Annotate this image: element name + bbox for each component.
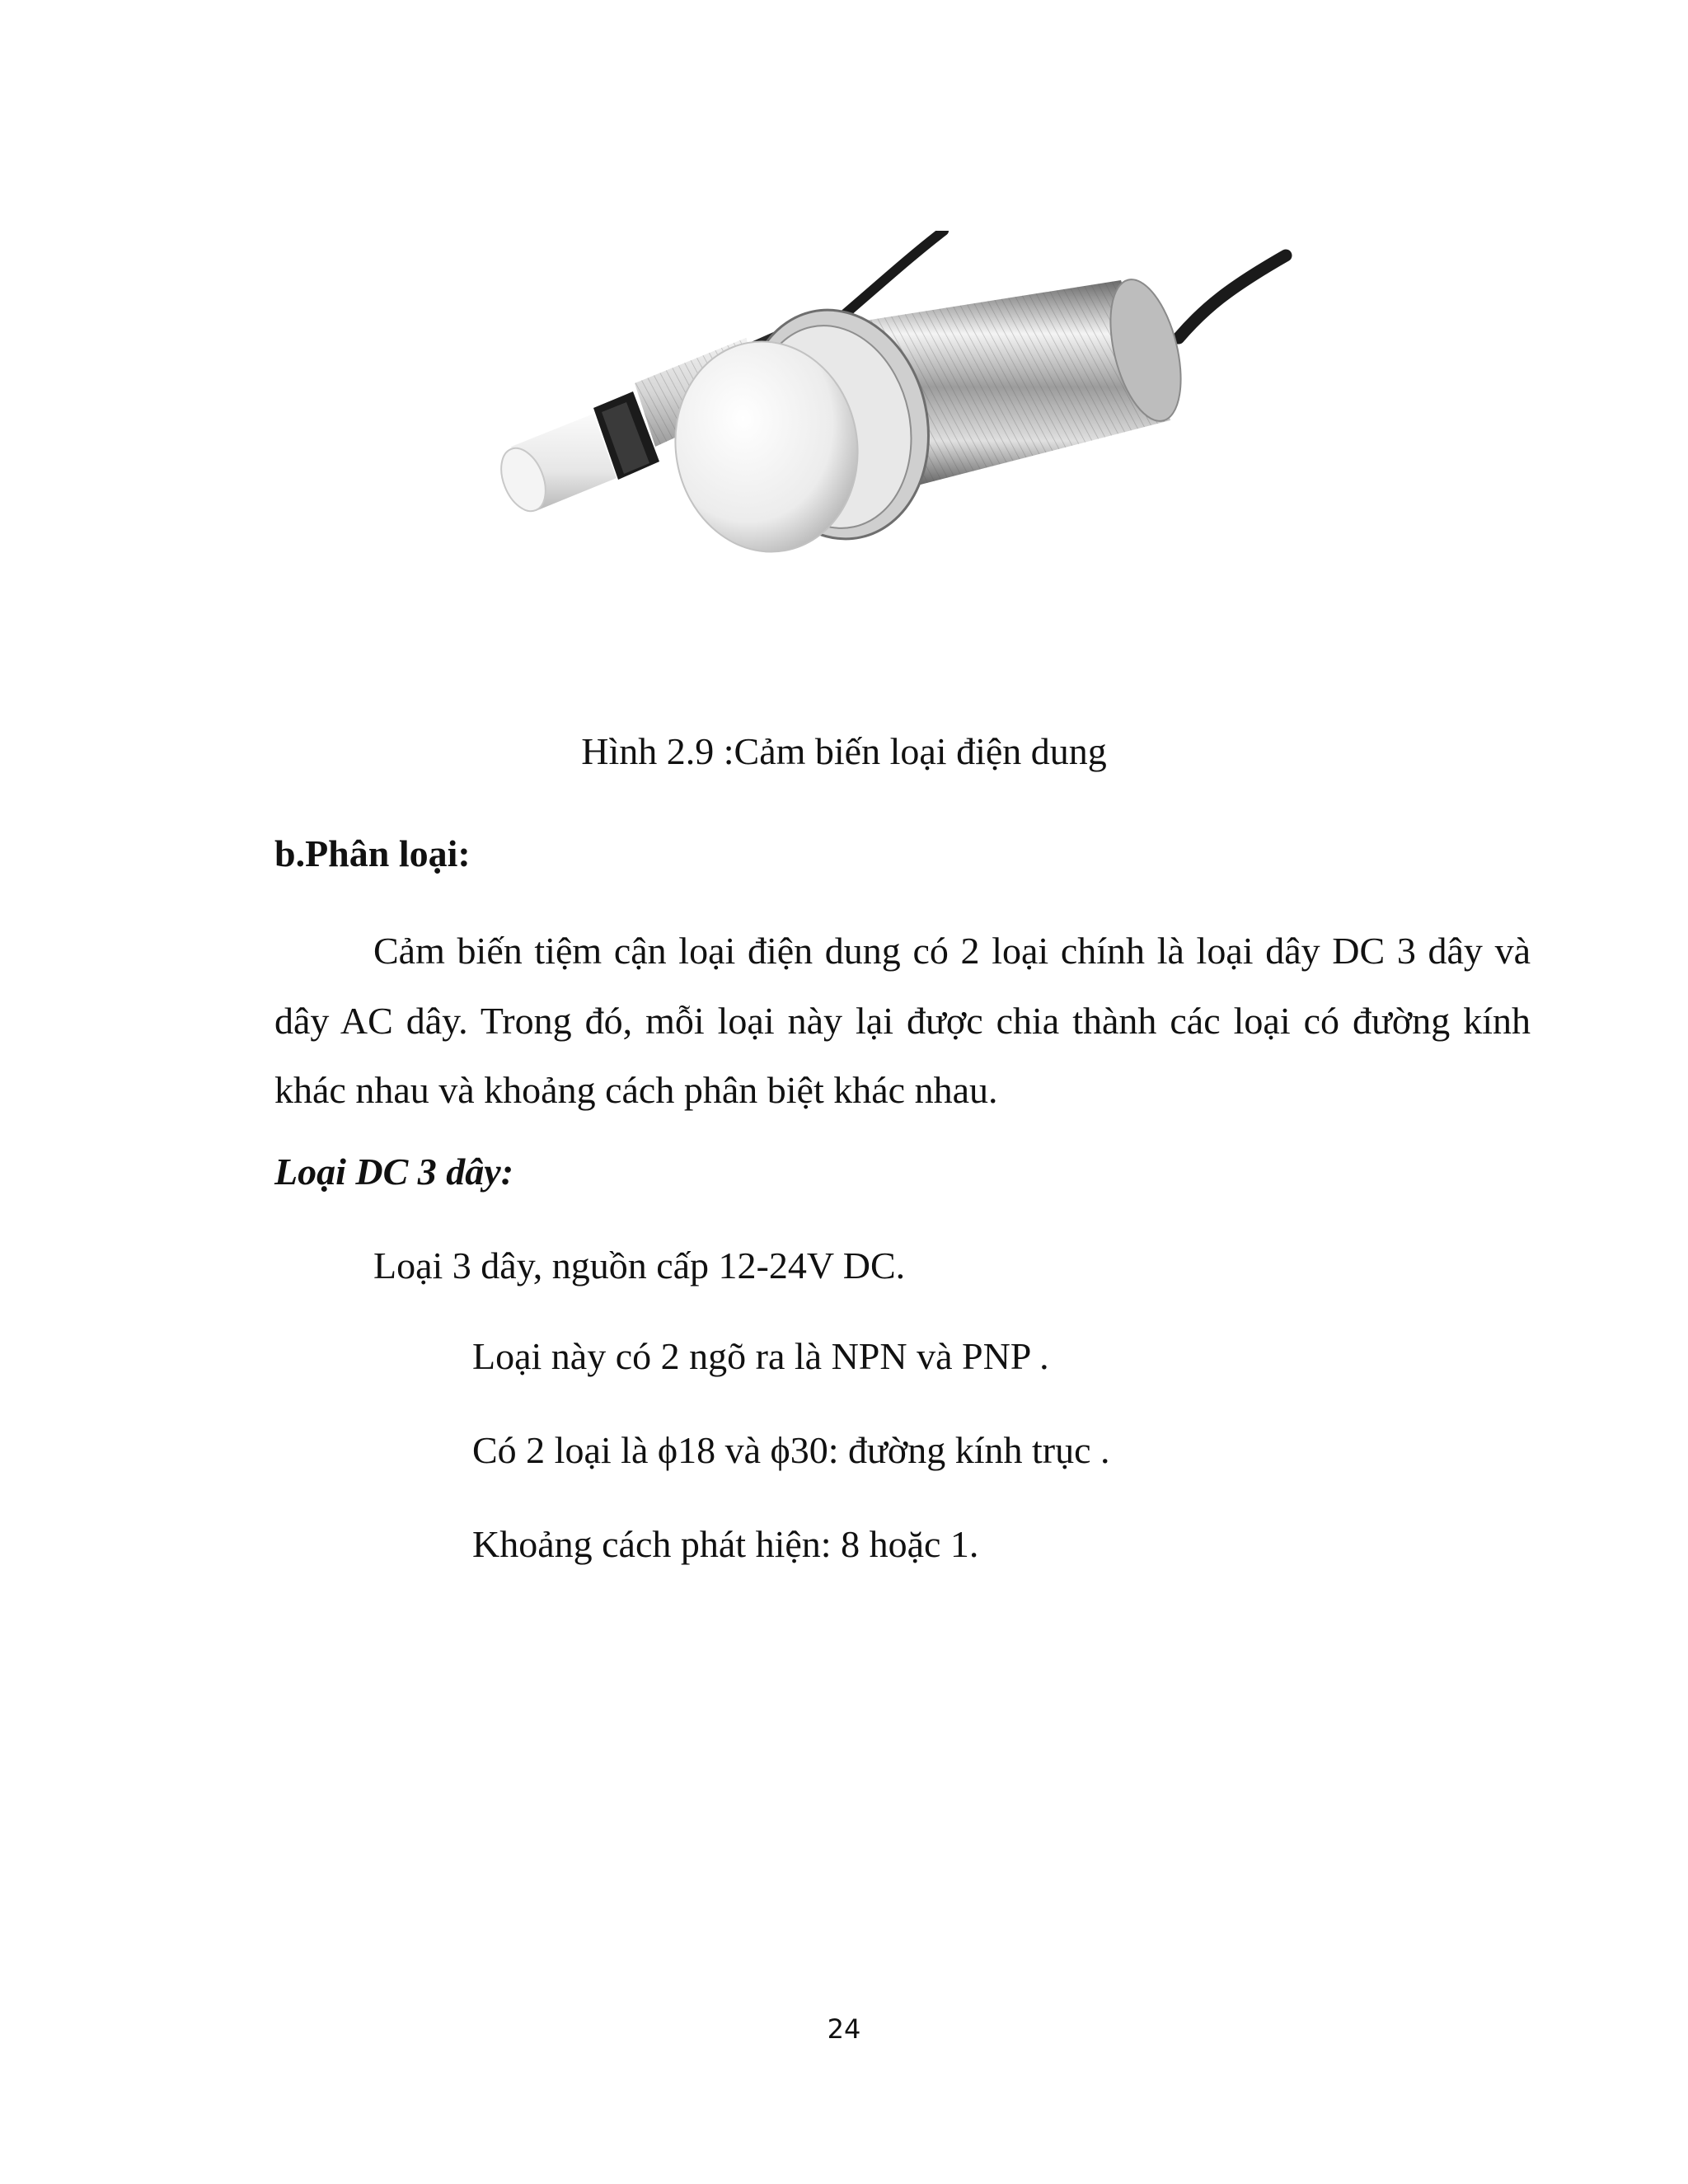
capacitive-sensor-photo	[495, 231, 1302, 618]
text-line-outputs: Loại này có 2 ngõ ra là NPN và PNP .	[472, 1335, 1049, 1377]
large-sensor-illustration	[659, 272, 1193, 566]
figure-caption: Hình 2.9 :Cảm biến loại điện dung	[581, 730, 1107, 772]
page-number: 24	[827, 2013, 861, 2045]
body-paragraph: Cảm biến tiệm cận loại điện dung có 2 loại chính là loại dây DC 3 dây và dây AC dây. Trong đó, mỗi loại này lại được chia thành các loại có đường kính khác nhau và khoảng cách phân biệt khác nhau.	[274, 930, 1531, 1111]
text-line-power-supply: Loại 3 dây, nguồn cấp 12-24V DC.	[373, 1244, 906, 1286]
section-heading: b.Phân loại:	[274, 832, 471, 874]
subsection-heading: Loại DC 3 dây:	[274, 1151, 514, 1193]
text-line-diameters: Có 2 loại là ϕ18 và ϕ30: đường kính trục .	[472, 1429, 1110, 1471]
text-line-detection-distance: Khoảng cách phát hiện: 8 hoặc 1.	[472, 1523, 979, 1565]
